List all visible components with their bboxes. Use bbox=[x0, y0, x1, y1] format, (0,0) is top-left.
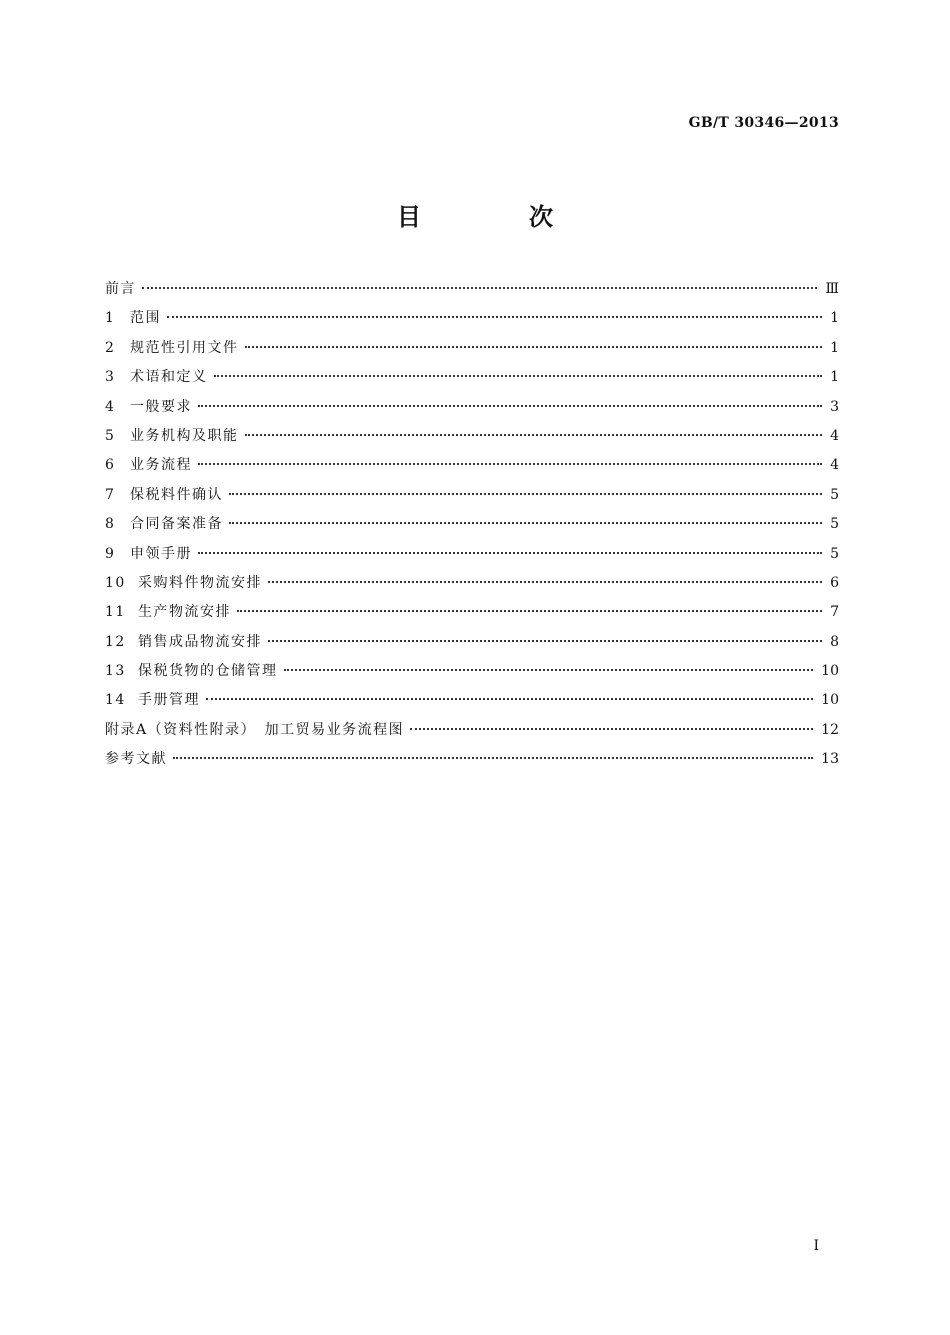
toc-entry-number: 12 bbox=[105, 633, 126, 650]
toc-entry-13[interactable] bbox=[105, 657, 839, 686]
toc-dot-leader bbox=[198, 405, 822, 407]
toc-entry-title: 合同备案准备 bbox=[130, 516, 223, 533]
toc-entry-title: 业务机构及职能 bbox=[130, 427, 239, 444]
table-of-contents bbox=[105, 275, 839, 775]
toc-entry-page: 8 bbox=[830, 633, 839, 650]
toc-entry-number: 10 bbox=[105, 574, 126, 591]
toc-entry-page: 12 bbox=[821, 721, 839, 738]
toc-dot-leader bbox=[268, 581, 822, 583]
toc-entry-page: 6 bbox=[830, 574, 839, 591]
toc-entry-number: 11 bbox=[105, 604, 126, 621]
toc-entry-title: 一般要求 bbox=[130, 398, 192, 415]
toc-entry-title: 采购料件物流安排 bbox=[138, 574, 262, 591]
page-title: 目 次 bbox=[397, 203, 595, 231]
toc-entry-title: 生产物流安排 bbox=[138, 604, 231, 621]
toc-entry-page: 5 bbox=[830, 545, 839, 562]
toc-entry-1[interactable] bbox=[105, 304, 839, 333]
toc-entry-12[interactable] bbox=[105, 628, 839, 657]
toc-dot-leader bbox=[410, 728, 813, 730]
toc-dot-leader bbox=[245, 434, 823, 436]
toc-entry-title: 销售成品物流安排 bbox=[138, 633, 262, 650]
toc-entry-preface[interactable] bbox=[105, 275, 839, 304]
toc-entry-2[interactable] bbox=[105, 334, 839, 363]
toc-entry-page: 1 bbox=[830, 369, 839, 386]
toc-entry-title: 申领手册 bbox=[130, 545, 192, 562]
toc-entry-number: 6 bbox=[105, 457, 116, 474]
toc-dot-leader bbox=[198, 463, 822, 465]
toc-entry-title: 前言 bbox=[105, 281, 136, 297]
toc-dot-leader bbox=[245, 346, 823, 348]
toc-entry-page: 1 bbox=[830, 339, 839, 356]
toc-entry-5[interactable] bbox=[105, 422, 839, 451]
toc-entry-title: 附录A（资料性附录） 加工贸易业务流程图 bbox=[105, 721, 405, 738]
toc-entry-7[interactable] bbox=[105, 481, 839, 510]
toc-entry-number: 2 bbox=[105, 339, 116, 356]
toc-entry-number: 3 bbox=[105, 369, 116, 386]
toc-entry-3[interactable] bbox=[105, 363, 839, 392]
toc-entry-title: 保税料件确认 bbox=[130, 486, 223, 503]
toc-entry-14[interactable] bbox=[105, 686, 839, 715]
toc-dot-leader bbox=[284, 669, 814, 671]
toc-entry-page: 4 bbox=[830, 457, 839, 474]
toc-entry-number: 13 bbox=[105, 663, 126, 680]
toc-entry-title: 保税货物的仓储管理 bbox=[138, 663, 278, 680]
toc-entry-number: 8 bbox=[105, 516, 116, 533]
toc-entry-11[interactable] bbox=[105, 598, 839, 627]
toc-entry-number: 7 bbox=[105, 486, 116, 503]
toc-entry-number: 9 bbox=[105, 545, 116, 562]
toc-entry-page: 3 bbox=[830, 398, 839, 415]
toc-dot-leader bbox=[167, 316, 822, 318]
toc-entry-number: 14 bbox=[105, 692, 126, 709]
toc-entry-title: 手册管理 bbox=[138, 692, 200, 709]
toc-entry-title: 规范性引用文件 bbox=[130, 339, 239, 356]
toc-dot-leader bbox=[268, 640, 822, 642]
toc-dot-leader bbox=[206, 698, 813, 700]
toc-entry-title: 参考文献 bbox=[105, 751, 167, 768]
toc-entry-4[interactable] bbox=[105, 393, 839, 422]
toc-entry-bibliography[interactable] bbox=[105, 745, 839, 774]
page-number: I bbox=[813, 1238, 819, 1254]
toc-entry-number: 4 bbox=[105, 398, 116, 415]
toc-entry-page: 13 bbox=[821, 751, 839, 768]
standard-code: GB/T 30346—2013 bbox=[688, 115, 839, 131]
toc-entry-10[interactable] bbox=[105, 569, 839, 598]
toc-dot-leader bbox=[237, 610, 822, 612]
toc-entry-page: 10 bbox=[821, 663, 839, 680]
toc-entry-title: 术语和定义 bbox=[130, 369, 208, 386]
toc-entry-page: 4 bbox=[830, 427, 839, 444]
toc-entry-title: 业务流程 bbox=[130, 457, 192, 474]
toc-entry-page: 1 bbox=[830, 310, 839, 327]
toc-dot-leader bbox=[229, 493, 822, 495]
toc-entry-8[interactable] bbox=[105, 510, 839, 539]
toc-entry-page: 7 bbox=[830, 604, 839, 621]
toc-dot-leader bbox=[142, 287, 817, 289]
toc-dot-leader bbox=[229, 522, 822, 524]
toc-entry-title: 范围 bbox=[130, 310, 161, 327]
toc-dot-leader bbox=[214, 375, 823, 377]
toc-entry-number: 1 bbox=[105, 310, 116, 327]
toc-entry-number: 5 bbox=[105, 427, 116, 444]
toc-entry-9[interactable] bbox=[105, 540, 839, 569]
toc-entry-page: Ⅲ bbox=[825, 281, 839, 297]
toc-dot-leader bbox=[198, 552, 822, 554]
toc-entry-page: 5 bbox=[830, 486, 839, 503]
toc-dot-leader bbox=[173, 757, 813, 759]
toc-entry-6[interactable] bbox=[105, 451, 839, 480]
toc-entry-page: 10 bbox=[821, 692, 839, 709]
toc-entry-page: 5 bbox=[830, 516, 839, 533]
toc-entry-appendix-a[interactable] bbox=[105, 716, 839, 745]
